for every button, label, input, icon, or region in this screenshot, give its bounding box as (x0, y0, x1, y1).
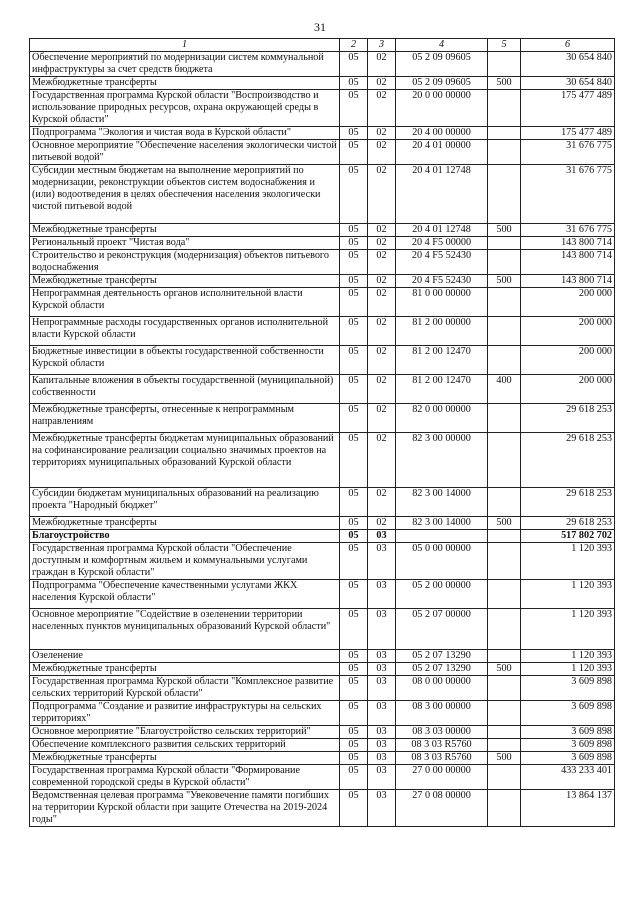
row-expense-type (488, 609, 521, 650)
row-amount: 433 233 401 (521, 765, 615, 790)
row-target-code: 20 4 01 12748 (396, 224, 488, 237)
row-amount: 200 000 (521, 288, 615, 317)
row-section: 05 (340, 127, 368, 140)
row-name: Основное мероприятие "Благоустройство сельских территорий" (30, 726, 340, 739)
table-row (30, 663, 615, 676)
row-section: 05 (340, 224, 368, 237)
table-row (30, 224, 615, 237)
row-subsection: 02 (368, 140, 396, 165)
row-expense-type (488, 650, 521, 663)
table-row (30, 165, 615, 224)
table-row (30, 701, 615, 726)
row-name: Непрограммные расходы государственных органов исполнительной власти Курской области (30, 317, 340, 346)
row-target-code: 82 0 00 00000 (396, 404, 488, 433)
row-target-code: 05 2 09 09605 (396, 52, 488, 77)
row-amount: 31 676 775 (521, 224, 615, 237)
row-amount: 29 618 253 (521, 517, 615, 530)
row-expense-type (488, 288, 521, 317)
row-target-code: 20 4 01 12748 (396, 165, 488, 224)
row-expense-type (488, 317, 521, 346)
row-target-code: 08 3 03 00000 (396, 726, 488, 739)
row-amount: 200 000 (521, 375, 615, 404)
row-subsection: 02 (368, 346, 396, 375)
row-name: Межбюджетные трансферты, отнесенные к непрограммным направлениям (30, 404, 340, 433)
row-expense-type (488, 580, 521, 609)
row-name: Межбюджетные трансферты (30, 275, 340, 288)
table-row (30, 543, 615, 580)
row-expense-type: 500 (488, 224, 521, 237)
row-amount: 30 654 840 (521, 77, 615, 90)
table-row (30, 580, 615, 609)
row-name: Подпрограмма "Экология и чистая вода в Курской области" (30, 127, 340, 140)
row-target-code: 08 3 03 R5760 (396, 752, 488, 765)
row-section: 05 (340, 90, 368, 127)
row-amount: 3 609 898 (521, 676, 615, 701)
row-subsection: 02 (368, 404, 396, 433)
row-name: Ведомственная целевая программа "Увековечение памяти погибших на территории Курской области при защите Отечества на 2019-2024 годы" (30, 790, 340, 827)
table-row (30, 317, 615, 346)
row-target-code: 20 4 01 00000 (396, 140, 488, 165)
row-target-code: 08 0 00 00000 (396, 676, 488, 701)
row-expense-type (488, 765, 521, 790)
row-subsection: 02 (368, 250, 396, 275)
table-row (30, 90, 615, 127)
row-subsection: 03 (368, 739, 396, 752)
row-section: 05 (340, 530, 368, 543)
row-subsection: 02 (368, 488, 396, 517)
row-subsection: 02 (368, 165, 396, 224)
column-header: 6 (521, 39, 615, 52)
row-amount: 3 609 898 (521, 726, 615, 739)
row-subsection: 03 (368, 530, 396, 543)
row-expense-type (488, 250, 521, 275)
row-subsection: 02 (368, 127, 396, 140)
row-section: 05 (340, 663, 368, 676)
table-row (30, 609, 615, 650)
row-expense-type (488, 530, 521, 543)
row-subsection: 02 (368, 433, 396, 488)
row-section: 05 (340, 701, 368, 726)
row-expense-type (488, 346, 521, 375)
row-section: 05 (340, 650, 368, 663)
row-subsection: 03 (368, 663, 396, 676)
row-subsection: 03 (368, 650, 396, 663)
row-target-code: 20 4 F5 52430 (396, 250, 488, 275)
row-expense-type (488, 52, 521, 77)
row-target-code: 81 2 00 00000 (396, 317, 488, 346)
column-header: 5 (488, 39, 521, 52)
row-target-code: 08 3 00 00000 (396, 701, 488, 726)
column-header: 3 (368, 39, 396, 52)
table-body (30, 52, 615, 827)
row-section: 05 (340, 676, 368, 701)
table-row (30, 488, 615, 517)
row-amount: 143 800 714 (521, 237, 615, 250)
row-subsection: 02 (368, 288, 396, 317)
row-amount: 30 654 840 (521, 52, 615, 77)
row-target-code: 20 4 F5 00000 (396, 237, 488, 250)
row-section: 05 (340, 752, 368, 765)
row-section: 05 (340, 726, 368, 739)
row-target-code: 81 2 00 12470 (396, 346, 488, 375)
column-header: 2 (340, 39, 368, 52)
table-row (30, 275, 615, 288)
row-section: 05 (340, 543, 368, 580)
row-name: Обеспечение мероприятий по модернизации систем коммунальной инфраструктуры за счет средств бюджета (30, 52, 340, 77)
row-target-code: 20 4 F5 52430 (396, 275, 488, 288)
table-header-row (30, 39, 615, 52)
column-header: 1 (30, 39, 340, 52)
table-row (30, 375, 615, 404)
row-name: Межбюджетные трансферты (30, 663, 340, 676)
row-name: Основное мероприятие "Содействие в озеленении территории населенных пунктов муниципальных образований Курской области" (30, 609, 340, 650)
row-expense-type (488, 739, 521, 752)
row-target-code: 20 4 00 00000 (396, 127, 488, 140)
table-row (30, 765, 615, 790)
row-expense-type (488, 701, 521, 726)
row-expense-type (488, 676, 521, 701)
row-target-code: 05 2 00 00000 (396, 580, 488, 609)
row-amount: 1 120 393 (521, 650, 615, 663)
row-subsection: 03 (368, 609, 396, 650)
row-section: 05 (340, 275, 368, 288)
row-amount: 175 477 489 (521, 127, 615, 140)
row-amount: 175 477 489 (521, 90, 615, 127)
row-name: Региональный проект "Чистая вода" (30, 237, 340, 250)
row-section: 05 (340, 609, 368, 650)
row-amount: 31 676 775 (521, 165, 615, 224)
row-subsection: 02 (368, 77, 396, 90)
row-target-code: 20 0 00 00000 (396, 90, 488, 127)
row-name: Межбюджетные трансферты бюджетам муниципальных образований на софинансирование реализации социально значимых проектов на территориях муниципальных образований Курской области (30, 433, 340, 488)
row-expense-type: 500 (488, 517, 521, 530)
row-section: 05 (340, 250, 368, 275)
row-name: Межбюджетные трансферты (30, 752, 340, 765)
row-subsection: 03 (368, 701, 396, 726)
row-name: Строительство и реконструкция (модернизация) объектов питьевого водоснабжения (30, 250, 340, 275)
row-expense-type (488, 726, 521, 739)
row-expense-type: 500 (488, 663, 521, 676)
row-section: 05 (340, 140, 368, 165)
row-expense-type (488, 165, 521, 224)
row-section: 05 (340, 375, 368, 404)
row-expense-type (488, 790, 521, 827)
row-name: Государственная программа Курской области "Формирование современной городской среды в Курской области" (30, 765, 340, 790)
row-subsection: 03 (368, 580, 396, 609)
row-expense-type (488, 543, 521, 580)
row-target-code: 08 3 03 R5760 (396, 739, 488, 752)
table-row (30, 517, 615, 530)
row-section: 05 (340, 580, 368, 609)
row-name: Межбюджетные трансферты (30, 517, 340, 530)
row-expense-type: 500 (488, 752, 521, 765)
row-subsection: 03 (368, 676, 396, 701)
row-expense-type (488, 140, 521, 165)
row-amount: 3 609 898 (521, 701, 615, 726)
table-row (30, 739, 615, 752)
row-amount: 29 618 253 (521, 404, 615, 433)
row-subsection: 02 (368, 317, 396, 346)
row-amount: 29 618 253 (521, 433, 615, 488)
table-row (30, 790, 615, 827)
row-amount: 1 120 393 (521, 609, 615, 650)
row-section: 05 (340, 488, 368, 517)
row-section: 05 (340, 790, 368, 827)
row-section: 05 (340, 765, 368, 790)
table-row (30, 250, 615, 275)
row-section: 05 (340, 77, 368, 90)
table-row (30, 404, 615, 433)
row-target-code: 27 0 08 00000 (396, 790, 488, 827)
row-expense-type (488, 237, 521, 250)
row-amount: 1 120 393 (521, 543, 615, 580)
row-target-code: 05 2 07 13290 (396, 663, 488, 676)
row-expense-type (488, 404, 521, 433)
row-name: Субсидии местным бюджетам на выполнение мероприятий по модернизации, реконструкции объектов систем водоснабжения и (или) водоотведения в целях обеспечения населения экологически чистой питьевой водой (30, 165, 340, 224)
row-target-code: 05 2 09 09605 (396, 77, 488, 90)
table-row (30, 52, 615, 77)
row-target-code: 27 0 00 00000 (396, 765, 488, 790)
row-target-code (396, 530, 488, 543)
row-section: 05 (340, 517, 368, 530)
row-amount: 517 802 702 (521, 530, 615, 543)
row-name: Благоустройство (30, 530, 340, 543)
row-section: 05 (340, 288, 368, 317)
row-name: Субсидии бюджетам муниципальных образований на реализацию проекта "Народный бюджет" (30, 488, 340, 517)
row-target-code: 05 0 00 00000 (396, 543, 488, 580)
row-section: 05 (340, 237, 368, 250)
row-amount: 1 120 393 (521, 580, 615, 609)
table-row (30, 237, 615, 250)
table-row (30, 288, 615, 317)
row-name: Государственная программа Курской области "Комплексное развитие сельских территорий Курской области" (30, 676, 340, 701)
table-row (30, 726, 615, 739)
table-row (30, 752, 615, 765)
table-row (30, 530, 615, 543)
row-amount: 143 800 714 (521, 275, 615, 288)
row-section: 05 (340, 346, 368, 375)
row-target-code: 81 0 00 00000 (396, 288, 488, 317)
row-subsection: 03 (368, 726, 396, 739)
row-subsection: 03 (368, 790, 396, 827)
table-row (30, 77, 615, 90)
row-amount: 13 864 137 (521, 790, 615, 827)
row-expense-type: 400 (488, 375, 521, 404)
row-subsection: 02 (368, 52, 396, 77)
row-name: Озеленение (30, 650, 340, 663)
row-amount: 29 618 253 (521, 488, 615, 517)
row-section: 05 (340, 404, 368, 433)
row-name: Государственная программа Курской области "Воспроизводство и использование природных ресурсов, охрана окружающей среды в Курской области" (30, 90, 340, 127)
row-name: Подпрограмма "Обеспечение качественными услугами ЖКХ населения Курской области" (30, 580, 340, 609)
row-expense-type (488, 488, 521, 517)
row-section: 05 (340, 52, 368, 77)
row-subsection: 03 (368, 543, 396, 580)
row-name: Капитальные вложения в объекты государственной (муниципальной) собственности (30, 375, 340, 404)
table-row (30, 676, 615, 701)
row-subsection: 03 (368, 752, 396, 765)
row-amount: 3 609 898 (521, 752, 615, 765)
row-section: 05 (340, 739, 368, 752)
row-name: Обеспечение комплексного развития сельских территорий (30, 739, 340, 752)
row-expense-type (488, 90, 521, 127)
row-subsection: 02 (368, 275, 396, 288)
row-target-code: 82 3 00 14000 (396, 517, 488, 530)
table-row (30, 127, 615, 140)
row-amount: 1 120 393 (521, 663, 615, 676)
row-target-code: 05 2 07 00000 (396, 609, 488, 650)
row-target-code: 82 3 00 00000 (396, 433, 488, 488)
row-amount: 3 609 898 (521, 739, 615, 752)
page-number: 31 (314, 20, 326, 34)
row-subsection: 03 (368, 765, 396, 790)
row-amount: 200 000 (521, 317, 615, 346)
row-subsection: 02 (368, 517, 396, 530)
row-name: Основное мероприятие "Обеспечение населения экологически чистой питьевой водой" (30, 140, 340, 165)
table-row (30, 140, 615, 165)
row-expense-type: 500 (488, 275, 521, 288)
row-target-code: 05 2 07 13290 (396, 650, 488, 663)
row-target-code: 82 3 00 14000 (396, 488, 488, 517)
row-name: Межбюджетные трансферты (30, 77, 340, 90)
row-amount: 31 676 775 (521, 140, 615, 165)
row-subsection: 02 (368, 237, 396, 250)
row-name: Подпрограмма "Создание и развитие инфраструктуры на сельских территориях" (30, 701, 340, 726)
table-row (30, 650, 615, 663)
row-amount: 200 000 (521, 346, 615, 375)
row-section: 05 (340, 433, 368, 488)
row-expense-type (488, 433, 521, 488)
table-row (30, 346, 615, 375)
row-section: 05 (340, 317, 368, 346)
row-amount: 143 800 714 (521, 250, 615, 275)
budget-table (29, 38, 615, 827)
row-subsection: 02 (368, 90, 396, 127)
row-subsection: 02 (368, 375, 396, 404)
row-name: Непрограммная деятельность органов исполнительной власти Курской области (30, 288, 340, 317)
row-expense-type: 500 (488, 77, 521, 90)
row-expense-type (488, 127, 521, 140)
row-name: Бюджетные инвестиции в объекты государственной собственности Курской области (30, 346, 340, 375)
row-subsection: 02 (368, 224, 396, 237)
row-section: 05 (340, 165, 368, 224)
column-header: 4 (396, 39, 488, 52)
row-name: Государственная программа Курской области "Обеспечение доступным и комфортным жильем и коммунальными услугами граждан в Курской области" (30, 543, 340, 580)
row-target-code: 81 2 00 12470 (396, 375, 488, 404)
table-row (30, 433, 615, 488)
row-name: Межбюджетные трансферты (30, 224, 340, 237)
